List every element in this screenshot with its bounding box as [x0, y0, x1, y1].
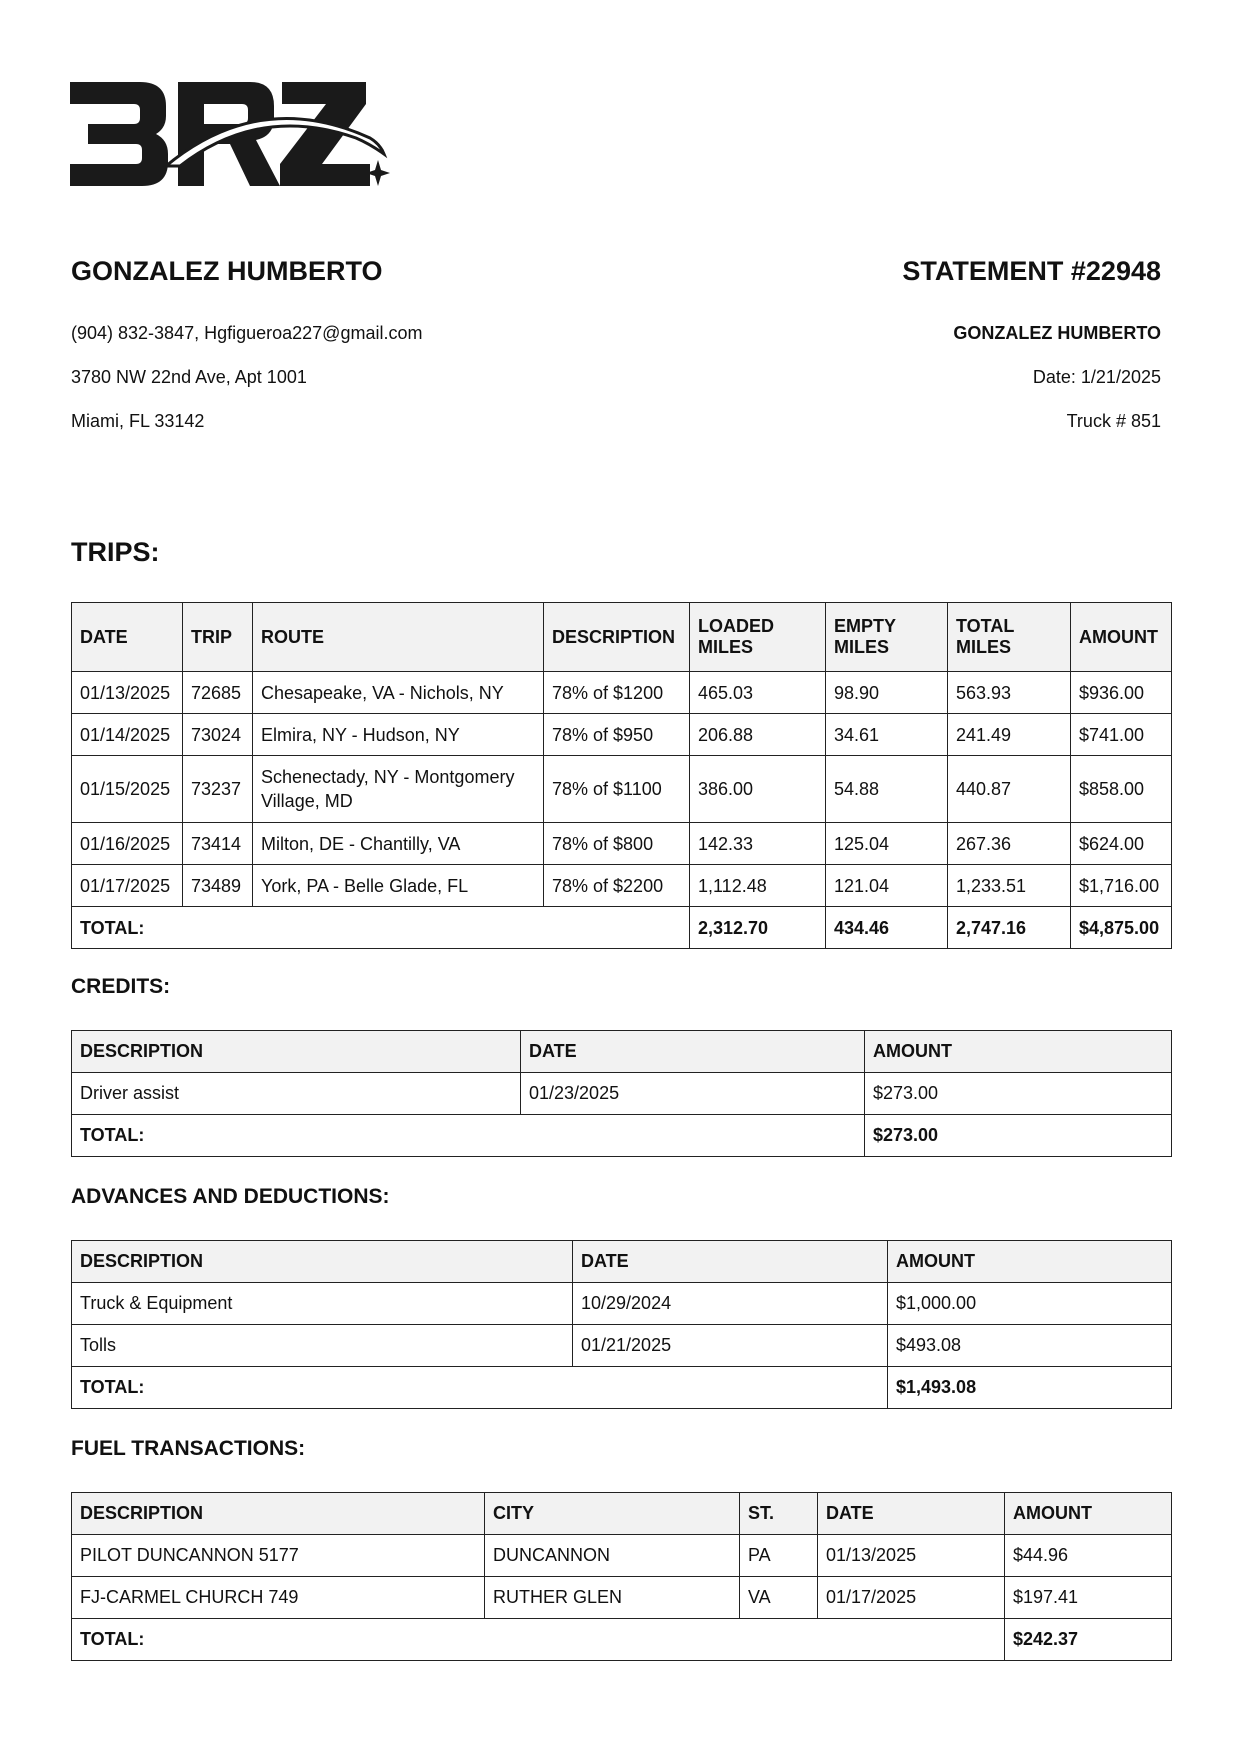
table-cell: DUNCANNON	[485, 1535, 740, 1577]
table-cell: 01/17/2025	[72, 865, 183, 907]
table-cell: 72685	[183, 672, 253, 714]
table-cell: 78% of $1200	[544, 672, 690, 714]
table-cell: 10/29/2024	[573, 1283, 888, 1325]
table-row	[72, 1073, 1172, 1115]
table-cell: 73414	[183, 823, 253, 865]
table-cell: 121.04	[826, 865, 948, 907]
trips-table	[71, 602, 1172, 949]
table-cell: Truck & Equipment	[72, 1283, 573, 1325]
table-cell: 78% of $950	[544, 714, 690, 756]
credits-table	[71, 1030, 1172, 1157]
advances-table	[71, 1240, 1172, 1409]
table-cell: 34.61	[826, 714, 948, 756]
total-amount: $242.37	[1005, 1619, 1172, 1661]
table-cell: 01/13/2025	[818, 1535, 1005, 1577]
total-label: TOTAL:	[72, 907, 690, 949]
col-header: AMOUNT	[865, 1031, 1172, 1073]
table-cell: 01/23/2025	[521, 1073, 865, 1115]
table-header-row	[72, 1241, 1172, 1283]
table-cell: $493.08	[888, 1325, 1172, 1367]
total-miles: 2,747.16	[948, 907, 1071, 949]
driver-name: GONZALEZ HUMBERTO	[71, 256, 383, 286]
table-cell: 01/21/2025	[573, 1325, 888, 1367]
col-header: ST.	[740, 1493, 818, 1535]
total-amount: $4,875.00	[1071, 907, 1172, 949]
table-cell: 142.33	[690, 823, 826, 865]
fuel-table	[71, 1492, 1172, 1661]
total-label: TOTAL:	[72, 1619, 1005, 1661]
advances-title: ADVANCES AND DEDUCTIONS:	[71, 1185, 390, 1208]
table-row	[72, 1283, 1172, 1325]
table-cell: $741.00	[1071, 714, 1172, 756]
col-header: DESCRIPTION	[72, 1493, 485, 1535]
table-cell: $1,716.00	[1071, 865, 1172, 907]
table-cell: $1,000.00	[888, 1283, 1172, 1325]
col-header: EMPTY MILES	[826, 603, 948, 672]
table-row	[72, 823, 1172, 865]
total-loaded-miles: 2,312.70	[690, 907, 826, 949]
total-amount: $273.00	[865, 1115, 1172, 1157]
table-cell: 241.49	[948, 714, 1071, 756]
statement-truck: Truck # 851	[1066, 411, 1161, 431]
table-cell: Tolls	[72, 1325, 573, 1367]
col-header: DESCRIPTION	[72, 1241, 573, 1283]
table-cell: 267.36	[948, 823, 1071, 865]
table-cell: $624.00	[1071, 823, 1172, 865]
table-cell: 440.87	[948, 756, 1071, 823]
driver-info	[71, 254, 631, 432]
table-row	[72, 1577, 1172, 1619]
table-cell: Driver assist	[72, 1073, 521, 1115]
table-cell: 01/17/2025	[818, 1577, 1005, 1619]
table-cell: 465.03	[690, 672, 826, 714]
col-header: DATE	[573, 1241, 888, 1283]
statement-title: STATEMENT #22948	[902, 256, 1161, 286]
table-cell: Elmira, NY - Hudson, NY	[253, 714, 544, 756]
table-cell: PA	[740, 1535, 818, 1577]
table-header-row	[72, 1493, 1172, 1535]
table-cell: 54.88	[826, 756, 948, 823]
table-cell: 01/13/2025	[72, 672, 183, 714]
table-cell: 73489	[183, 865, 253, 907]
table-cell: 125.04	[826, 823, 948, 865]
col-header: LOADED MILES	[690, 603, 826, 672]
total-amount: $1,493.08	[888, 1367, 1172, 1409]
table-cell: VA	[740, 1577, 818, 1619]
table-cell: 78% of $1100	[544, 756, 690, 823]
col-header: TRIP	[183, 603, 253, 672]
col-header: CITY	[485, 1493, 740, 1535]
total-label: TOTAL:	[72, 1367, 888, 1409]
table-cell: 98.90	[826, 672, 948, 714]
table-row	[72, 1325, 1172, 1367]
col-header: ROUTE	[253, 603, 544, 672]
table-cell: Schenectady, NY - Montgomery Village, MD	[253, 756, 544, 823]
table-cell: FJ-CARMEL CHURCH 749	[72, 1577, 485, 1619]
table-cell: 386.00	[690, 756, 826, 823]
table-cell: 78% of $2200	[544, 865, 690, 907]
table-row	[72, 1535, 1172, 1577]
table-cell: 78% of $800	[544, 823, 690, 865]
driver-address-line1: 3780 NW 22nd Ave, Apt 1001	[71, 367, 307, 387]
table-cell: $936.00	[1071, 672, 1172, 714]
col-header: DESCRIPTION	[72, 1031, 521, 1073]
company-logo	[70, 78, 390, 190]
table-header-row	[72, 1031, 1172, 1073]
table-cell: 206.88	[690, 714, 826, 756]
table-cell: $197.41	[1005, 1577, 1172, 1619]
table-cell: 1,233.51	[948, 865, 1071, 907]
col-header: DESCRIPTION	[544, 603, 690, 672]
table-cell: 01/16/2025	[72, 823, 183, 865]
total-row	[72, 1619, 1172, 1661]
total-row	[72, 1367, 1172, 1409]
table-row	[72, 756, 1172, 823]
table-header-row	[72, 603, 1172, 672]
driver-address-line2: Miami, FL 33142	[71, 411, 205, 431]
table-cell: PILOT DUNCANNON 5177	[72, 1535, 485, 1577]
total-row	[72, 907, 1172, 949]
table-cell: Chesapeake, VA - Nichols, NY	[253, 672, 544, 714]
table-cell: $858.00	[1071, 756, 1172, 823]
table-cell: 01/15/2025	[72, 756, 183, 823]
credits-title: CREDITS:	[71, 975, 171, 998]
table-cell: RUTHER GLEN	[485, 1577, 740, 1619]
trips-title: TRIPS:	[71, 537, 160, 567]
total-empty-miles: 434.46	[826, 907, 948, 949]
table-cell: 01/14/2025	[72, 714, 183, 756]
table-cell: 73237	[183, 756, 253, 823]
col-header: DATE	[521, 1031, 865, 1073]
table-cell: York, PA - Belle Glade, FL	[253, 865, 544, 907]
col-header: AMOUNT	[1071, 603, 1172, 672]
table-cell: Milton, DE - Chantilly, VA	[253, 823, 544, 865]
table-cell: 73024	[183, 714, 253, 756]
table-cell: $273.00	[865, 1073, 1172, 1115]
col-header: DATE	[72, 603, 183, 672]
total-label: TOTAL:	[72, 1115, 865, 1157]
table-row	[72, 714, 1172, 756]
total-row	[72, 1115, 1172, 1157]
fuel-title: FUEL TRANSACTIONS:	[71, 1437, 306, 1460]
table-cell: 1,112.48	[690, 865, 826, 907]
table-cell: $44.96	[1005, 1535, 1172, 1577]
col-header: DATE	[818, 1493, 1005, 1535]
statement-date: Date: 1/21/2025	[1032, 367, 1161, 387]
col-header: AMOUNT	[888, 1241, 1172, 1283]
logo-letter-b	[70, 82, 168, 186]
table-row	[72, 672, 1172, 714]
table-row	[72, 865, 1172, 907]
table-cell: 563.93	[948, 672, 1071, 714]
statement-info	[601, 254, 1161, 432]
col-header: AMOUNT	[1005, 1493, 1172, 1535]
col-header: TOTAL MILES	[948, 603, 1071, 672]
statement-driver-name: GONZALEZ HUMBERTO	[953, 323, 1161, 343]
driver-contact: (904) 832-3847, Hgfigueroa227@gmail.com	[71, 323, 423, 343]
